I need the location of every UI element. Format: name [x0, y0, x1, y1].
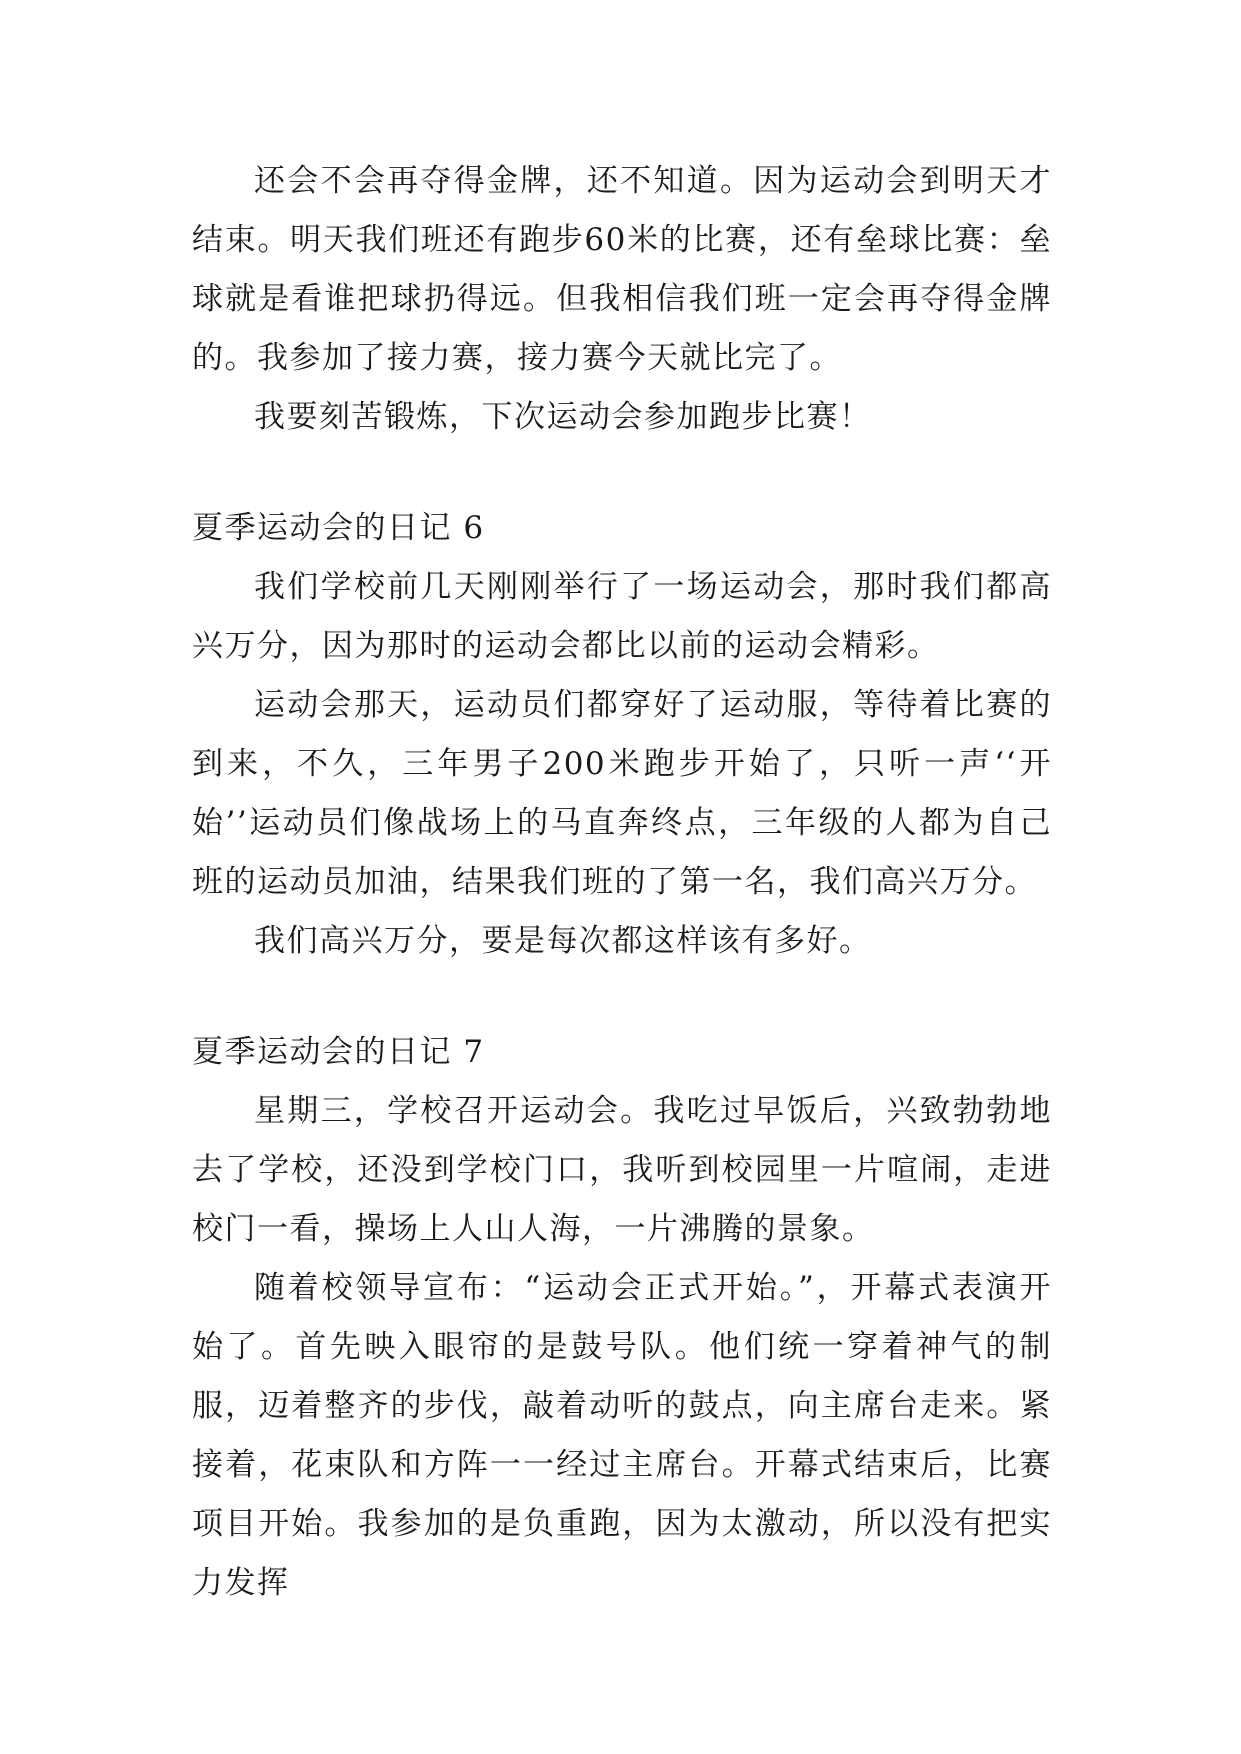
- paragraph: 运动会那天，运动员们都穿好了运动服，等待着比赛的到来，不久，三年男子200米跑步开始了，只听一声‘‘开始’’运动员们像战场上的马直奔终点，三年级的人都为自己班的运动员加油，结果我们班的了第一名，我们高兴万分。: [192, 687, 1052, 900]
- section-gap: [192, 971, 1052, 1023]
- document-page: [192, 152, 1052, 1613]
- section-title: 夏季运动会的日记 7: [192, 1034, 485, 1070]
- paragraph: 星期三，学校召开运动会。我吃过早饭后，兴致勃勃地去了学校，还没到学校门口，我听到校园里一片喧闹，走进校门一看，操场上人山人海，一片沸腾的景象。: [192, 1093, 1052, 1247]
- paragraph: 我们高兴万分，要是每次都这样该有多好。: [254, 923, 872, 959]
- section-3: [192, 1023, 1052, 1613]
- section-gap: [192, 447, 1052, 499]
- section-2: [192, 499, 1052, 971]
- paragraph: 随着校领导宣布：“运动会正式开始。”，开幕式表演开始了。首先映入眼帘的是鼓号队。他们统一穿着神气的制服，迈着整齐的步伐，敲着动听的鼓点，向主席台走来。紧接着，花束队和方阵一一经过主席台。开幕式结束后，比赛项目开始。我参加的是负重跑，因为太激动，所以没有把实力发挥: [192, 1270, 1052, 1601]
- paragraph: 我们学校前几天刚刚举行了一场运动会，那时我们都高兴万分，因为那时的运动会都比以前的运动会精彩。: [192, 569, 1052, 664]
- paragraph: 我要刻苦锻炼，下次运动会参加跑步比赛！: [254, 399, 872, 435]
- section-title: 夏季运动会的日记 6: [192, 510, 485, 546]
- section-1: [192, 152, 1052, 447]
- paragraph: 还会不会再夺得金牌，还不知道。因为运动会到明天才结束。明天我们班还有跑步60米的比赛，还有垒球比赛：垒球就是看谁把球扔得远。但我相信我们班一定会再夺得金牌的。我参加了接力赛，接力赛今天就比完了。: [192, 163, 1052, 376]
